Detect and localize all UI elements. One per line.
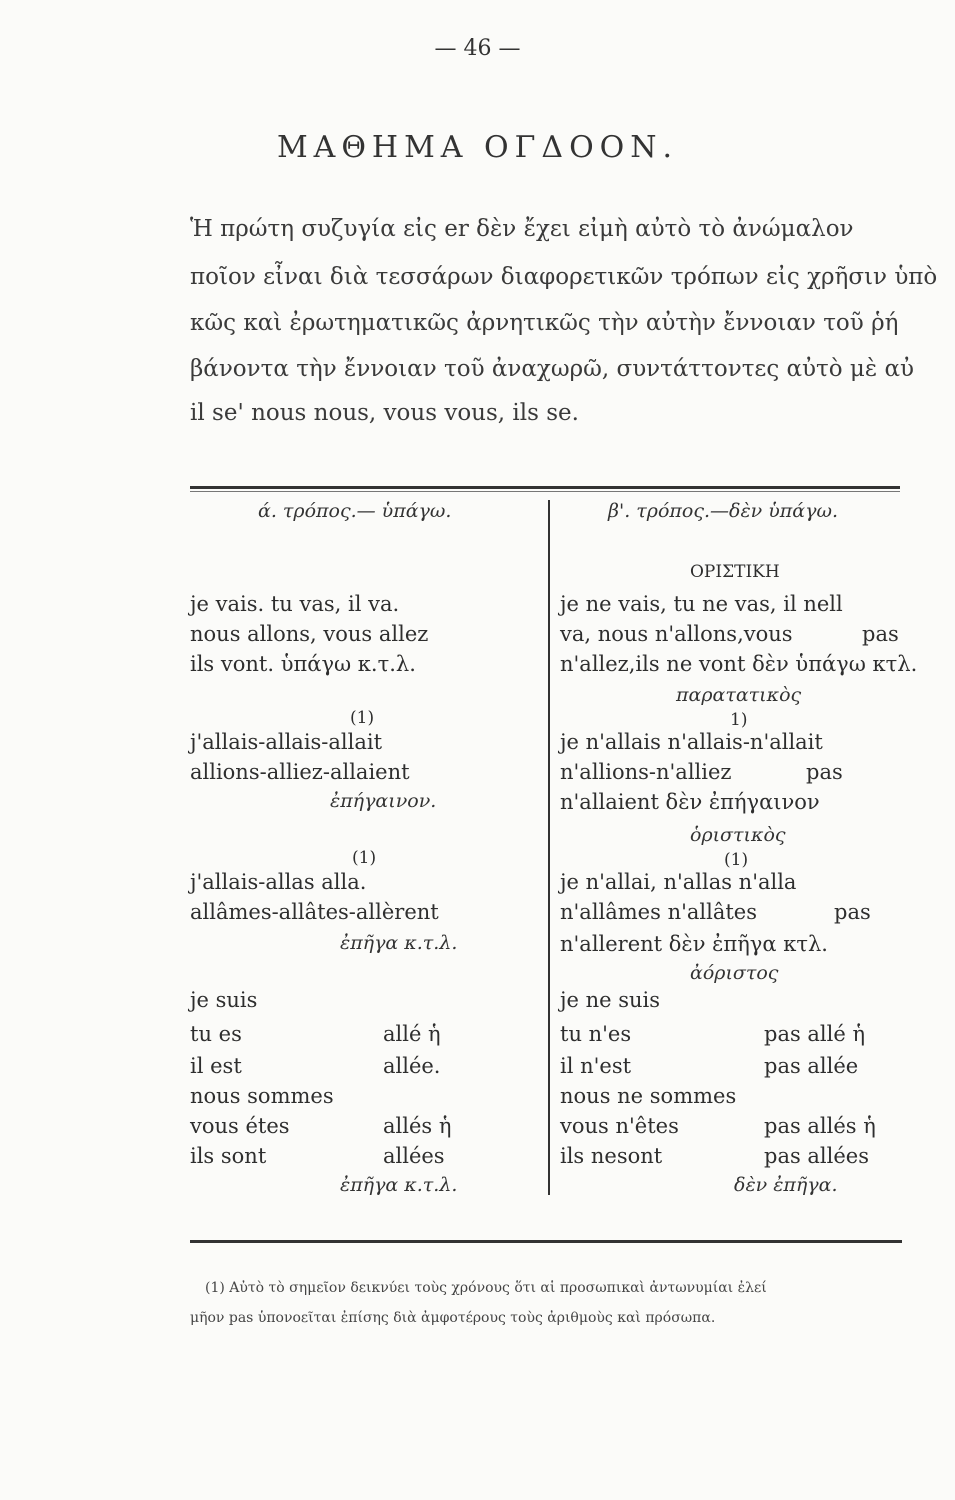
right-sub-paratatikos: παρατατικὸς (676, 684, 802, 706)
column-divider (548, 500, 550, 1195)
top-rule (190, 486, 900, 489)
intro-line-4: βάνοντα τὴν ἔννοιαν τοῦ ἀναχωρῶ, συντάττοντες αὐτὸ μὲ αὐ (190, 356, 915, 382)
left-perfect-a-1: je suis (190, 988, 258, 1012)
right-perfect-a-6: ils nesont (560, 1144, 663, 1168)
right-perfect-a-4: nous ne sommes (560, 1084, 737, 1108)
intro-line-1: Ἡ πρώτη συζυγία εἰς er δὲν ἔχει εἰμὴ αὐτὸ τὸ ἀνώμαλον (190, 216, 854, 242)
right-imperfect-1: je n'allais n'allais-n'allait (560, 730, 823, 754)
right-imperfect-3: n'allaient δὲν ἐπήγαινον (560, 790, 820, 814)
right-present-1: je ne vais, tu ne vas, il nell (560, 592, 843, 616)
left-perfect-a-2: tu es (190, 1022, 242, 1046)
left-perfect-b-6: allées (383, 1144, 445, 1168)
left-perfect-a-5: vous étes (190, 1114, 290, 1138)
left-perfect-b-3: allée. (383, 1054, 441, 1078)
right-imperfect-2: n'allions-n'alliez (560, 760, 732, 784)
left-imperfect-1: j'allais-allais-allait (190, 730, 383, 754)
right-present-2: va, nous n'allons,vous (560, 622, 793, 646)
left-imperfect-gk: ἐπήγαινον. (330, 790, 437, 812)
left-present-1: je vais. tu vas, il va. (190, 592, 400, 616)
right-sub-oristikos: ὁριστικὸς (690, 824, 786, 846)
right-present-pas: pas (862, 622, 899, 646)
right-past-2: n'allâmes n'allâtes (560, 900, 757, 924)
right-imperfect-pas: pas (806, 760, 843, 784)
left-imperfect-2: allions-alliez-allaient (190, 760, 410, 784)
left-perfect-b-2: allé ἡ (383, 1022, 441, 1046)
intro-line-3: κῶς καὶ ἐρωτηματικῶς ἀρνητικῶς τὴν αὐτὴν ἔννοιαν τοῦ ῥή (190, 310, 899, 336)
right-note-2: (1) (724, 850, 749, 870)
left-present-2: nous allons, vous allez (190, 622, 429, 646)
left-perfect-a-4: nous sommes (190, 1084, 334, 1108)
left-perfect-gk: ἐπῆγα κ.τ.λ. (340, 1174, 458, 1196)
right-perfect-a-3: il n'est (560, 1054, 632, 1078)
left-past-1: j'allais-allas alla. (190, 870, 367, 894)
right-perfect-b-3: pas allée (764, 1054, 859, 1078)
page-number: — 46 — (434, 36, 521, 61)
intro-line-2: ποῖον εἶναι διὰ τεσσάρων διαφορετικῶν τρόπων εἰς χρῆσιν ὑπὸ (190, 264, 938, 290)
left-heading: ά. τρόπος.— ὑπάγω. (258, 500, 452, 522)
top-rule-thin (190, 491, 900, 492)
left-perfect-a-6: ils sont (190, 1144, 267, 1168)
intro-line-5: il se' nous nous, vous vous, ils se. (190, 400, 579, 426)
left-past-2: allâmes-allâtes-allèrent (190, 900, 439, 924)
right-perfect-gk: δὲν ἐπῆγα. (734, 1174, 838, 1196)
footnote-line-1: (1) Αὐτὸ τὸ σημεῖον δεικνύει τοὺς χρόνους ὅτι αἱ προσωπικαὶ ἀντωνυμίαι ἐλεί (205, 1280, 767, 1296)
left-present-3: ils vont. ὑπάγω κ.τ.λ. (190, 652, 416, 676)
left-note-1: (1) (350, 708, 375, 728)
right-perfect-b-5: pas allés ἡ (764, 1114, 876, 1138)
left-past-gk: ἐπῆγα κ.τ.λ. (340, 932, 458, 954)
right-past-3: n'allerent δὲν ἐπῆγα κτλ. (560, 932, 828, 956)
right-heading: β'. τρόπος.—δὲν ὑπάγω. (608, 500, 838, 522)
right-past-1: je n'allai, n'allas n'alla (560, 870, 797, 894)
right-past-pas: pas (834, 900, 871, 924)
right-sub-oristiki: ΟΡΙΣΤΙΚΗ (690, 562, 780, 582)
left-note-2: (1) (352, 848, 377, 868)
right-perfect-a-2: tu n'es (560, 1022, 632, 1046)
right-perfect-a-1: je ne suis (560, 988, 661, 1012)
lesson-title: ΜΑΘΗΜΑ ΟΓΔΟΟΝ. (276, 130, 679, 165)
right-perfect-b-2: pas allé ἡ (764, 1022, 866, 1046)
left-perfect-b-5: allés ἡ (383, 1114, 452, 1138)
footnote-line-2: μῆον pas ὑπονοεῖται ἐπίσης διὰ ἀμφοτέρους τοὺς ἀριθμοὺς καὶ πρόσωπα. (190, 1310, 716, 1326)
left-perfect-a-3: il est (190, 1054, 242, 1078)
bottom-rule (190, 1240, 902, 1243)
right-sub-aoristos: ἀόριστος (690, 962, 779, 984)
right-present-3: n'allez,ils ne vont δὲν ὑπάγω κτλ. (560, 652, 918, 676)
right-perfect-a-5: vous n'êtes (560, 1114, 679, 1138)
right-note-1: 1) (730, 710, 748, 730)
right-perfect-b-6: pas allées (764, 1144, 869, 1168)
